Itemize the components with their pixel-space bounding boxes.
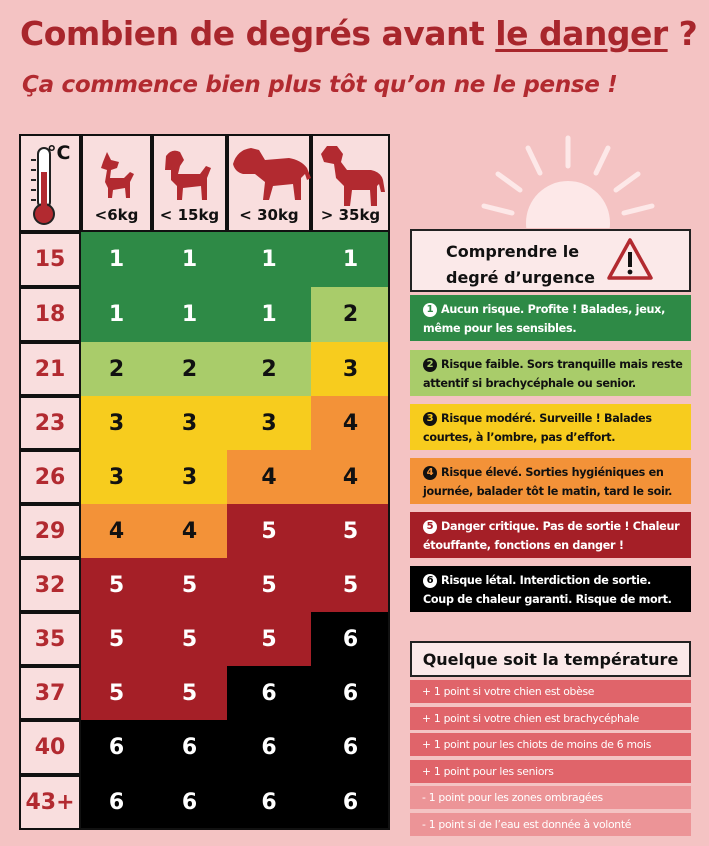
level-description: Risque létal. Interdiction de sortie. Coup de chaleur garanti. Risque de mort. — [423, 574, 672, 606]
danger-level-cell: 5 — [152, 666, 227, 720]
warning-triangle-icon — [605, 236, 655, 284]
danger-level-cell: 5 — [227, 558, 311, 612]
danger-level-cell: 4 — [227, 450, 311, 504]
temp-cell: 29 — [19, 504, 81, 558]
temp-cell: 23 — [19, 396, 81, 450]
level-number-badge: 4 — [423, 466, 437, 480]
level-description: Risque modéré. Surveille ! Balades courtes, à l’ombre, pas d’effort. — [423, 412, 652, 444]
danger-level-cell: 5 — [152, 558, 227, 612]
danger-level-cell: 1 — [311, 232, 390, 287]
level-description: Risque faible. Sors tranquille mais reste attentif si brachycéphale ou senior. — [423, 358, 683, 390]
page-subtitle: Ça commence bien plus tôt qu’on ne le pense ! — [22, 72, 618, 98]
danger-level-cell: 1 — [227, 287, 311, 342]
danger-level-cell: 1 — [81, 232, 152, 287]
small-dog-icon — [83, 140, 154, 210]
temp-cell: 18 — [19, 287, 81, 342]
danger-level-cell: 1 — [152, 232, 227, 287]
danger-level-cell: 5 — [227, 504, 311, 558]
level-description: Risque élevé. Sorties hygiéniques en journée, balader tôt le matin, tard le soir. — [423, 466, 673, 498]
temp-cell: 21 — [19, 342, 81, 396]
modifier-item: - 1 point pour les zones ombragées — [410, 786, 691, 809]
danger-level-cell: 4 — [311, 450, 390, 504]
temp-cell: 32 — [19, 558, 81, 612]
danger-level-cell: 6 — [152, 720, 227, 775]
size-header-1 — [81, 134, 152, 232]
modifier-item: + 1 point si votre chien est obèse — [410, 680, 691, 703]
danger-level-cell: 6 — [311, 775, 390, 830]
danger-level-cell: 3 — [81, 450, 152, 504]
temp-cell: 35 — [19, 612, 81, 666]
danger-level-cell: 6 — [311, 612, 390, 666]
size-header-2 — [152, 134, 227, 232]
danger-level-cell: 5 — [81, 558, 152, 612]
danger-level-cell: 4 — [81, 504, 152, 558]
danger-level-cell: 5 — [152, 612, 227, 666]
legend-header — [410, 229, 691, 292]
danger-level-cell: 6 — [311, 666, 390, 720]
legend-level-4 — [410, 458, 691, 504]
page-title — [20, 14, 697, 53]
size-label-1: <6kg — [94, 206, 139, 224]
legend-title: Comprendre le degré d’urgence — [446, 242, 595, 287]
level-number-badge: 5 — [423, 520, 437, 534]
danger-level-cell: 2 — [81, 342, 152, 396]
danger-level-cell: 3 — [152, 396, 227, 450]
temp-cell: 43+ — [19, 775, 81, 830]
level-number-badge: 3 — [423, 412, 437, 426]
title-text: Combien de degrés avant — [20, 14, 496, 53]
danger-level-cell: 5 — [227, 612, 311, 666]
danger-level-cell: 6 — [81, 720, 152, 775]
danger-level-cell: 1 — [152, 287, 227, 342]
danger-level-cell: 6 — [152, 775, 227, 830]
sun-icon — [470, 118, 670, 228]
level-number-badge: 1 — [423, 303, 437, 317]
temp-cell: 26 — [19, 450, 81, 504]
modifiers-header: Quelque soit la température — [410, 641, 691, 677]
legend-level-2 — [410, 350, 691, 396]
temp-cell: 40 — [19, 720, 81, 775]
danger-level-cell: 6 — [311, 720, 390, 775]
danger-level-cell: 6 — [227, 666, 311, 720]
thermometer-header — [19, 134, 81, 232]
danger-level-cell: 3 — [311, 342, 390, 396]
legend-level-5 — [410, 512, 691, 558]
level-number-badge: 2 — [423, 358, 437, 372]
danger-level-cell: 5 — [311, 558, 390, 612]
title-end: ? — [667, 14, 698, 53]
danger-level-cell: 4 — [311, 396, 390, 450]
size-label-2: < 15kg — [159, 206, 220, 224]
temp-cell: 37 — [19, 666, 81, 720]
danger-level-cell: 4 — [152, 504, 227, 558]
danger-level-cell: 3 — [152, 450, 227, 504]
modifier-item: + 1 point si votre chien est brachycéphale — [410, 707, 691, 730]
size-header-4 — [311, 134, 390, 232]
legend-level-6 — [410, 566, 691, 612]
modifier-item: + 1 point pour les seniors — [410, 760, 691, 783]
legend-level-1 — [410, 295, 691, 341]
modifier-item: - 1 point si de l’eau est donnée à volonté — [410, 813, 691, 836]
size-label-4: > 35kg — [320, 206, 381, 224]
title-underlined: le danger — [495, 14, 668, 53]
level-description: Aucun risque. Profite ! Balades, jeux, même pour les sensibles. — [423, 303, 666, 335]
danger-level-cell: 3 — [227, 396, 311, 450]
level-description: Danger critique. Pas de sortie ! Chaleur étouffante, fonctions en danger ! — [423, 520, 680, 552]
level-number-badge: 6 — [423, 574, 437, 588]
unit-label: °C — [47, 142, 71, 164]
temp-cell: 15 — [19, 232, 81, 287]
danger-level-cell: 1 — [227, 232, 311, 287]
danger-level-cell: 3 — [81, 396, 152, 450]
danger-level-cell: 2 — [152, 342, 227, 396]
size-label-3: < 30kg — [239, 206, 299, 224]
legend-level-3 — [410, 404, 691, 450]
danger-level-cell: 1 — [81, 287, 152, 342]
danger-level-cell: 2 — [311, 287, 390, 342]
danger-level-cell: 6 — [227, 720, 311, 775]
danger-level-cell: 6 — [81, 775, 152, 830]
danger-level-cell: 5 — [311, 504, 390, 558]
danger-level-cell: 6 — [227, 775, 311, 830]
modifier-item: + 1 point pour les chiots de moins de 6 mois — [410, 733, 691, 756]
giant-dog-icon — [313, 138, 392, 208]
medium-dog-icon — [154, 138, 229, 208]
danger-level-cell: 2 — [227, 342, 311, 396]
large-dog-icon — [229, 138, 313, 208]
danger-level-cell: 5 — [81, 612, 152, 666]
danger-level-cell: 5 — [81, 666, 152, 720]
size-header-3 — [227, 134, 311, 232]
